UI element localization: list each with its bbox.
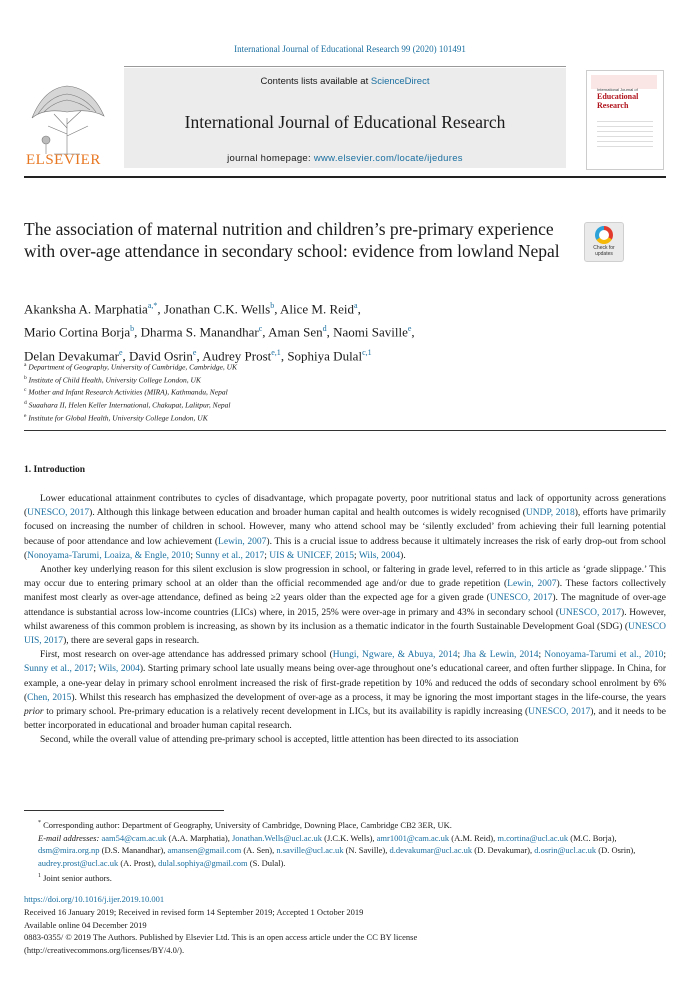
author-separator: , (274, 301, 281, 317)
body-text-run: ; (93, 664, 99, 675)
affiliation (24, 385, 624, 398)
journal-cover-thumbnail[interactable] (586, 70, 664, 170)
corresponding-marker: * (38, 820, 41, 826)
cover-subtitle: International Journal of (597, 87, 638, 92)
email-link[interactable]: n.saville@ucl.ac.uk (276, 845, 344, 856)
cover-text-lines (597, 121, 653, 151)
email-link[interactable]: Jonathan.Wells@ucl.ac.uk (232, 832, 322, 843)
citation-link[interactable]: UIS & UNICEF, 2015 (269, 550, 354, 561)
citation-link[interactable]: Wils, 2004 (98, 664, 140, 675)
section-heading-introduction: 1. Introduction (24, 465, 86, 475)
banner-top-rule (124, 66, 566, 67)
body-text-run: First, most research on over-age attendance has addressed primary school ( (40, 650, 333, 661)
author-affiliation-marker[interactable]: a (354, 301, 358, 310)
affiliation-text: Institute for Global Health, University College London, UK (26, 413, 208, 423)
body-paragraph (24, 648, 666, 733)
email-link[interactable]: dsm@mira.org.np (38, 845, 100, 856)
email-owner: (D. Osrin), (596, 845, 636, 856)
citation-link[interactable]: UNESCO UIS, 2017 (24, 621, 666, 647)
body-text-run: ). (400, 550, 406, 561)
body-paragraph (24, 733, 666, 747)
affiliation-key: c (24, 387, 27, 394)
journal-homepage-line (124, 153, 566, 164)
affiliation (24, 398, 624, 411)
author-name[interactable]: Mario Cortina Borja (24, 324, 131, 340)
author-affiliation-marker[interactable]: b (270, 301, 275, 310)
body-text-run: ). The magnitude of over-age attendance is substantial across low-income countries (LICs) where, in 2015, 25% were over-age in primary and 43% in secondary school ( (24, 593, 666, 618)
crossmark-label: Check for updates (593, 245, 615, 257)
contents-prefix: Contents lists available at (260, 76, 371, 87)
joint-marker: 1 (38, 873, 41, 880)
author-affiliation-marker[interactable]: e (118, 347, 123, 357)
body-text-run: ; (190, 550, 196, 561)
email-owner: (A.M. Reid), (449, 832, 498, 843)
body-text-run: ). However, whilst awareness of this common problem is increasing, as shown by its inclusion as a thematic indicator in the fourth Sustainable Development Goal (SDG) ( (24, 607, 667, 632)
citation-link[interactable]: Sunny et al., 2017 (195, 550, 265, 561)
cover-title-line-1: Educational (597, 92, 639, 101)
journal-homepage-link[interactable]: www.elsevier.com/locate/ijedures (313, 153, 463, 164)
author-affiliation-marker[interactable]: e,1 (271, 347, 281, 357)
body-text-run: ; (663, 650, 667, 661)
email-link[interactable]: audrey.prost@ucl.ac.uk (38, 858, 119, 869)
email-owner: (A.A. Marphatia), (166, 832, 232, 843)
author-name[interactable]: Delan Devakumar (24, 347, 119, 363)
author-name[interactable]: Jonathan C.K. Wells (163, 301, 271, 317)
email-link[interactable]: d.devakumar@ucl.ac.uk (389, 845, 473, 856)
journal-header (24, 68, 666, 174)
author-name[interactable]: Aman Sen (268, 324, 323, 340)
author-name[interactable]: Sophiya Dulal (287, 347, 363, 363)
author-separator: , (134, 324, 141, 340)
citation-link[interactable]: UNESCO, 2017 (489, 593, 553, 604)
author-affiliation-marker[interactable]: e (407, 324, 412, 334)
affiliation-divider (24, 430, 666, 431)
elsevier-tree-icon (24, 78, 110, 156)
author-name[interactable]: Akanksha A. Marphatia (24, 301, 148, 317)
corresponding-text: Corresponding author: Department of Geography, University of Cambridge, Downing Place, Cambridge CB2 3ER, UK. (41, 819, 452, 830)
author-name[interactable]: Naomi Saville (333, 324, 408, 340)
email-owner: (M.C. Borja), (568, 832, 617, 843)
body-paragraph (24, 563, 666, 648)
body-text-run: ). Whilst this research has emphasized the development of over-age as a process, it may be ignoring the most important stages in the life-course, the years (71, 692, 666, 703)
author-name[interactable]: Dharma S. Manandhar (140, 324, 259, 340)
affiliation-key: b (24, 374, 27, 381)
article-metadata (24, 893, 666, 957)
email-owner: (D. Devakumar), (472, 845, 535, 856)
footnotes (24, 817, 666, 885)
body-text-run: ; (264, 550, 270, 561)
author-affiliation-marker[interactable]: d (322, 324, 327, 334)
journal-title: International Journal of Educational Research (184, 112, 506, 132)
email-owner: (N. Saville), (343, 845, 390, 856)
affiliation-text: Department of Geography, University of Cambridge, Cambridge, UK (26, 362, 238, 372)
introduction-body (24, 492, 666, 748)
email-owner: (A. Sen), (241, 845, 277, 856)
citation-link[interactable]: Nonoyama-Tarumi et al., 2010 (544, 650, 664, 661)
license-line-2: (http://creativecommons.org/licenses/BY/4.0/). (24, 945, 185, 956)
affiliation-key: a (24, 362, 27, 368)
body-text-run: Lower educational attainment contributes to cycles of disadvantage, which propagate poverty, poor nutritional status and lack of opportunity across generations ( (24, 494, 666, 519)
affiliation-text: Mother and Infant Research Activities (MIRA), Kathmandu, Nepal (26, 387, 228, 397)
email-addresses (24, 832, 666, 870)
body-text-run: to primary school. Pre-primary education is a relatively recent development in LICs, but its availability is rapidly increasing ( (43, 707, 529, 718)
author-separator: , (262, 324, 269, 340)
body-text-run: Another key underlying reason for this silent exclusion is slow progression in school, or faltering in grade level, referred to in this article as ‘grade slippage.’ This may occur due to entering primary school at an older than the official recommended age and/or due to grade repetition ( (24, 565, 666, 590)
citation-link[interactable]: Jha & Lewin, 2014 (463, 650, 539, 661)
author-affiliation-marker[interactable]: e (192, 347, 197, 357)
affiliation-list (24, 360, 624, 424)
body-text-run: ). Although this linkage between education and broader human capital and health outcomes is widely recognised ( (89, 508, 526, 519)
body-text-run: ). This is a crucial issue to address because it ultimately increases the risk of early drop-out from school ( (24, 536, 666, 561)
body-paragraph (24, 492, 666, 563)
doi-link[interactable]: https://doi.org/10.1016/j.ijer.2019.10.001 (24, 894, 165, 904)
email-owner: (A. Prost), (118, 858, 159, 869)
email-owner: (D.S. Manandhar), (99, 845, 168, 856)
affiliation-text: Suaahara II, Helen Keller International, Chakupat, Lalitpur, Nepal (26, 400, 231, 410)
author-affiliation-marker[interactable]: b (130, 324, 135, 334)
author-name[interactable]: Alice M. Reid (280, 301, 355, 317)
citation-link[interactable]: Sunny et al., 2017 (24, 664, 94, 675)
author-separator: , (157, 301, 164, 317)
body-text-run: ; (354, 550, 359, 561)
email-label: E-mail addresses: (38, 832, 102, 843)
citation-link[interactable]: UNESCO, 2017 (27, 508, 90, 519)
citation-link[interactable]: Wils, 2004 (358, 550, 401, 561)
author-affiliation-marker[interactable]: a,* (147, 301, 158, 310)
affiliation (24, 360, 624, 373)
author-separator: , (326, 324, 334, 340)
email-link[interactable]: d.osrin@ucl.ac.uk (534, 845, 597, 856)
journal-reference[interactable]: International Journal of Educational Research 99 (2020) 101491 (234, 44, 466, 54)
joint-senior-note (24, 870, 666, 885)
author-name[interactable]: David Osrin (129, 347, 193, 363)
email-link[interactable]: aam54@cam.ac.uk (101, 832, 167, 843)
body-text-run: ). These factors collectively manifest most clearly as over-age attendance, defined as being ≥2 years older than the expected age for a given grade ( (24, 579, 667, 604)
citation-link[interactable]: UNESCO, 2017 (528, 707, 591, 718)
corresponding-author-note (24, 817, 666, 832)
affiliation-key: e (24, 412, 27, 419)
body-text-run: ), there are several gaps in research. (63, 636, 200, 647)
citation-link[interactable]: UNDP, 2018 (525, 508, 575, 519)
citation-link[interactable]: Lewin, 2007 (218, 536, 267, 547)
body-text-run: ). Starting primary school late usually means being over-age throughout one’s educational career, and often further slippage. In China, for example, a one-year delay in primary school enrolment increased the risk of first-grade repetition by 10% and reduced the odds of secondary school enrolment by 6% ( (24, 664, 667, 703)
citation-link[interactable]: Nonoyama-Tarumi, Loaiza, & Engle, 2010 (27, 550, 191, 561)
author-separator: , (196, 347, 203, 363)
license-line-1: 0883-0355/ © 2019 The Authors. Published by Elsevier Ltd. This is an open access article under the CC BY license (24, 932, 418, 943)
footnote-divider (24, 810, 224, 811)
email-link[interactable]: m.cortina@ucl.ac.uk (497, 832, 569, 843)
publisher-wordmark: ELSEVIER (26, 152, 101, 168)
email-owner: (S. Dulal). (247, 858, 286, 869)
email-owner: (J.C.K. Wells), (322, 832, 377, 843)
homepage-prefix: journal homepage: (227, 153, 314, 164)
available-online: Available online 04 December 2019 (24, 919, 147, 930)
author-affiliation-marker[interactable]: c,1 (362, 347, 372, 357)
affiliation (24, 411, 624, 424)
body-text-run: Second, while the overall value of attending pre-primary school is accepted, little attention has been directed to its association (40, 735, 519, 746)
body-text-run: ), and it needs to be better incorporated in educational and broader human capital research. (24, 707, 666, 732)
joint-text: Joint senior authors. (41, 872, 112, 883)
affiliation-text: Institute of Child Health, University College London, UK (26, 375, 201, 385)
author-name[interactable]: Audrey Prost (202, 347, 272, 363)
journal-banner (124, 68, 566, 168)
author-list (24, 296, 584, 366)
affiliation (24, 373, 624, 386)
contents-available-line (124, 76, 566, 87)
email-link[interactable]: amr1001@cam.ac.uk (376, 832, 450, 843)
email-link[interactable]: dulal.sophiya@gmail.com (158, 858, 248, 869)
author-separator: , (411, 324, 415, 340)
check-for-updates-badge[interactable] (584, 222, 624, 262)
article-title: The association of maternal nutrition and children’s pre-primary experience with over-age attendance in secondary school: evidence from lowland Nepal (24, 219, 560, 261)
cover-title (597, 93, 638, 110)
citation-link[interactable]: Chen, 2015 (27, 692, 72, 703)
citation-link[interactable]: Lewin, 2007 (507, 579, 557, 590)
body-text-run: ; (457, 650, 464, 661)
crossmark-icon-center (599, 230, 609, 240)
author-separator: , (357, 301, 361, 317)
body-text-run: ), efforts have primarily focused on increasing the number of children in school. However, many who attend school may be ‘silently excluded’ from achieving their full learning potential because of poor attendance and low achievement ( (24, 508, 667, 547)
sciencedirect-link[interactable]: ScienceDirect (370, 76, 430, 87)
emphasis-text: prior (24, 707, 44, 718)
header-divider (24, 176, 666, 178)
author-affiliation-marker[interactable]: c (258, 324, 263, 334)
received-dates: Received 16 January 2019; Received in revised form 14 September 2019; Accepted 1 October 2019 (24, 906, 364, 917)
citation-link[interactable]: Hungi, Ngware, & Abuya, 2014 (332, 650, 458, 661)
affiliation-key: d (24, 400, 27, 407)
email-link[interactable]: amansen@gmail.com (167, 845, 242, 856)
citation-link[interactable]: UNESCO, 2017 (559, 607, 622, 618)
author-separator: , (280, 347, 288, 363)
body-text-run: ; (538, 650, 545, 661)
cover-title-line-2: Research (597, 100, 629, 110)
author-separator: , (122, 347, 129, 363)
